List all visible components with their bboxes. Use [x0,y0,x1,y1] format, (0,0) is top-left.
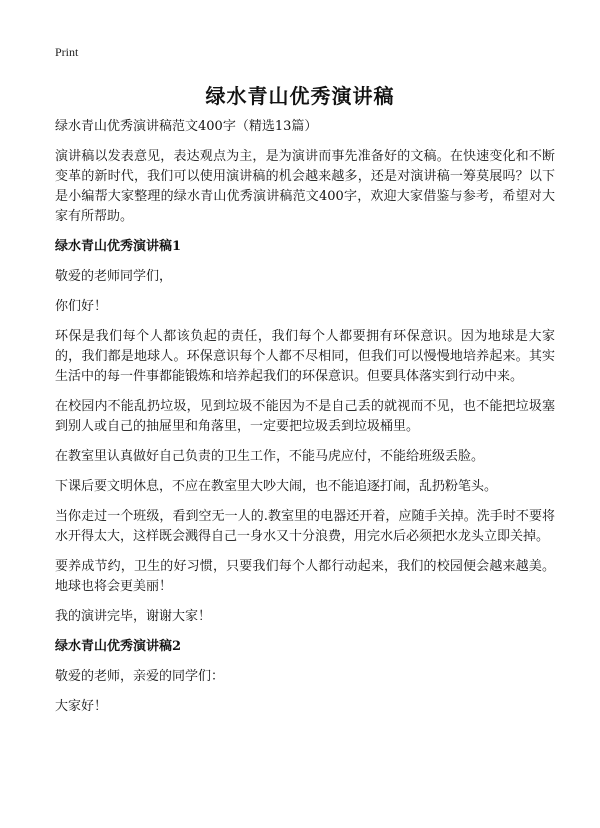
section-paragraph: 当你走过一个班级，看到空无一人的.教室里的电器还开着，应随手关掉。洗手时不要将水开得太大，这样既会溅得自己一身水又十分浪费，用完水后必须把水龙头立即关掉。 [55,509,555,544]
section-paragraph: 在校园内不能乱扔垃圾，见到垃圾不能因为不是自己丢的就视而不见，也不能把垃圾塞到别人或自己的抽屉里和角落里，一定要把垃圾丢到垃圾桶里。 [55,399,555,434]
document-body [55,117,555,727]
section-paragraph: 我的演讲完毕，谢谢大家！ [55,609,212,624]
page-title: 绿水青山优秀演讲稿 [205,84,395,108]
section-paragraph: 在教室里认真做好自己负责的卫生工作，不能马虎应付，不能给班级丢脸。 [55,449,485,464]
section-paragraph: 大家好！ [55,699,108,714]
print-link[interactable]: Print [55,45,79,59]
section-heading: 绿水青山优秀演讲稿1 [55,239,182,254]
section-paragraph: 下课后要文明休息，不应在教室里大吵大闹，也不能追逐打闹，乱扔粉笔头。 [55,479,498,494]
section-heading: 绿水青山优秀演讲稿2 [55,639,182,654]
section-paragraph: 敬爱的老师，亲爱的同学们： [55,669,225,684]
section-paragraph: 你们好！ [55,299,108,314]
intro-paragraph: 演讲稿以发表意见，表达观点为主，是为演讲而事先准备好的文稿。在快速变化和不断变革的新时代，我们可以使用演讲稿的机会越来越多，还是对演讲稿一筹莫展吗？以下是小编帮大家整理的绿水青山优秀演讲稿范文400字，欢迎大家借鉴与参考，希望对大家有所帮助。 [55,149,555,224]
section-paragraph: 要养成节约，卫生的好习惯，只要我们每个人都行动起来，我们的校园便会越来越美。地球也将会更美丽！ [55,559,555,594]
document-subtitle: 绿水青山优秀演讲稿范文400字（精选13篇） [55,119,318,134]
speech-section-1 [55,237,555,627]
speech-section-2 [55,637,555,717]
section-paragraph: 环保是我们每个人都该负起的责任，我们每个人都要拥有环保意识。因为地球是大家的，我们都是地球人。环保意识每个人都不尽相同，但我们可以慢慢地培养起来。其实生活中的每一件事都能锻炼和培养起我们的环保意识。但要具体落实到行动中来。 [55,329,555,384]
section-paragraph: 敬爱的老师同学们， [55,269,173,284]
